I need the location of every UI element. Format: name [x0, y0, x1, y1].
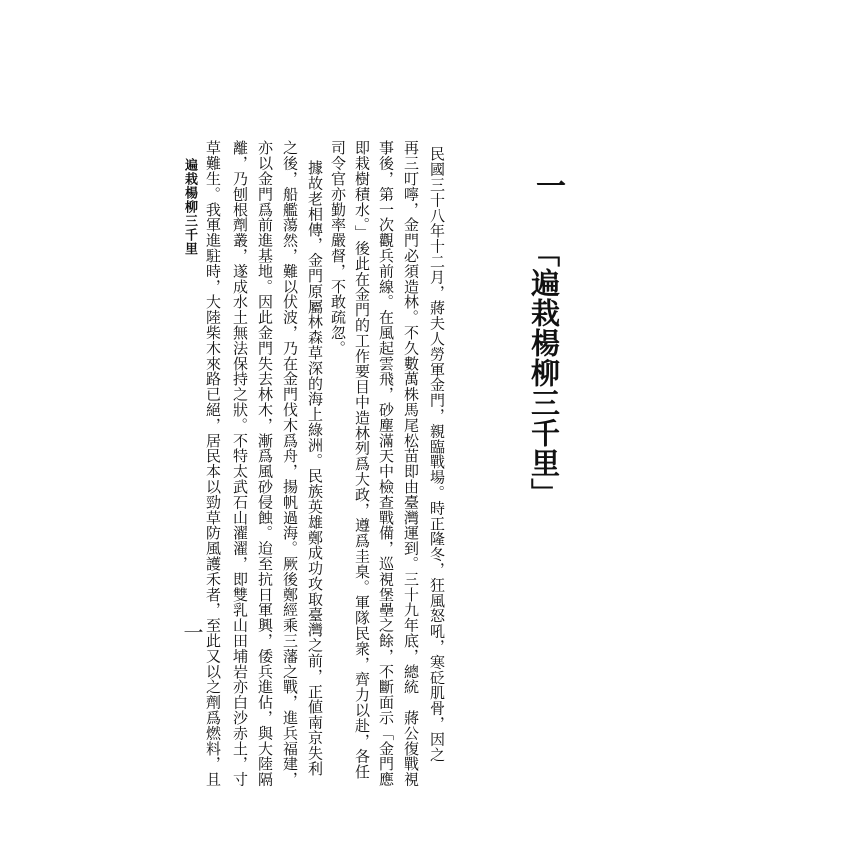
chapter-number: 一: [530, 170, 565, 200]
body-column-5: 司令官亦勤率嚴督，不敢疏忽。: [329, 140, 347, 356]
body-column-6: 據故老相傳，金門原屬林森草深的海上綠洲。民族英雄鄭成功攻取臺灣之前，正値南京失利: [306, 160, 324, 776]
body-column-1: 民國三十八年十二月，蔣夫人勞軍金門，親臨戰場。時正隆冬，狂風怒吼，寒砭肌骨，因之: [428, 146, 446, 762]
body-column-10: 草難生。我軍進駐時，大陸柴木來路已絕，居民本以勁草防風護禾者，至此又以之劑爲燃料，且: [204, 140, 222, 787]
running-title: 遍栽楊柳三千里: [182, 158, 197, 256]
body-column-3: 事後，第一次觀兵前線。在風起雲飛，砂塵滿天中檢查戰備，巡視堡壘之餘，不斷面示「金門應: [377, 140, 395, 787]
body-column-8: 亦以金門爲前進基地。因此金門失去林木，漸爲風砂侵蝕。迨至抗日軍興，倭兵進佔，與大陸隔: [256, 140, 274, 787]
body-column-2: 再三叮嚀，金門必須造林。不久數萬株馬尾松苗即由臺灣運到。三十九年底，總統 蔣公復戰視: [402, 140, 420, 787]
chapter-title: 「遍栽楊柳三千里」: [527, 238, 561, 508]
body-column-4: 即栽樹積水。」後此在金門的工作要目中造林列爲大政，遵爲圭臬。軍隊民衆，齊力以赴，各任: [353, 140, 371, 780]
body-column-9: 離，乃刨根劑叢，遂成水土無法保持之狀。不特太武石山濯濯，即雙乳山田埔岩亦白沙赤土，寸: [231, 140, 249, 787]
body-column-7: 之後，船艦蕩然，難以伏波，乃在金門伐木爲舟，揚帆過海。厥後鄭經乘三藩之戰，進兵福建，: [281, 140, 299, 787]
page-number: 一: [180, 622, 204, 642]
